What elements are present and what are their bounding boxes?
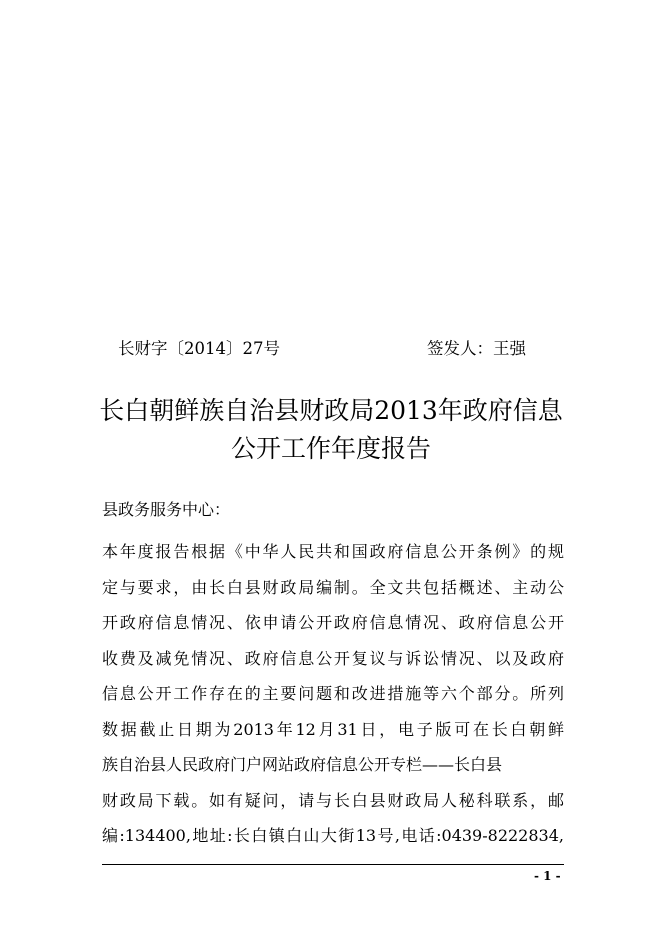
document-title (60, 392, 602, 468)
title-line-1: 长白朝鲜族自治县财政局2013年政府信息 (99, 396, 563, 425)
body-line: 本年度报告根据《中华人民共和国政府信息公开条例》的规 (102, 542, 564, 561)
body-paragraph (102, 534, 564, 854)
page-number: - 1 - (534, 869, 561, 883)
body-line: 信息公开工作存在的主要问题和改进措施等六个部分。所列 (102, 684, 564, 703)
body-line: 收费及减免情况、政府信息公开复议与诉讼情况、以及政府 (102, 648, 564, 668)
salutation: 县政务服务中心： (102, 500, 231, 519)
document-number: 长财字〔2014〕27号 (118, 339, 280, 358)
body-line: 定与要求，由长白县财政局编制。全文共包括概述、主动公 (102, 577, 564, 597)
body-line: 编:134400,地址:长白镇白山大街13号,电话:0439-8222834, (102, 826, 564, 845)
title-line-2: 公开工作年度报告 (230, 434, 431, 463)
body-line: 财政局下载。如有疑问，请与长白县财政局人秘科联系，邮 (102, 790, 564, 810)
body-line: 族自治县人民政府门户网站政府信息公开专栏——长白县 (102, 755, 503, 774)
footer-divider (102, 864, 564, 865)
signer: 签发人：王强 (427, 339, 526, 358)
body-line: 开政府信息情况、依申请公开政府信息情况、政府信息公开 (102, 613, 564, 632)
body-line: 数据截止日期为2013年12月31日，电子版可在长白朝鲜 (102, 719, 564, 739)
